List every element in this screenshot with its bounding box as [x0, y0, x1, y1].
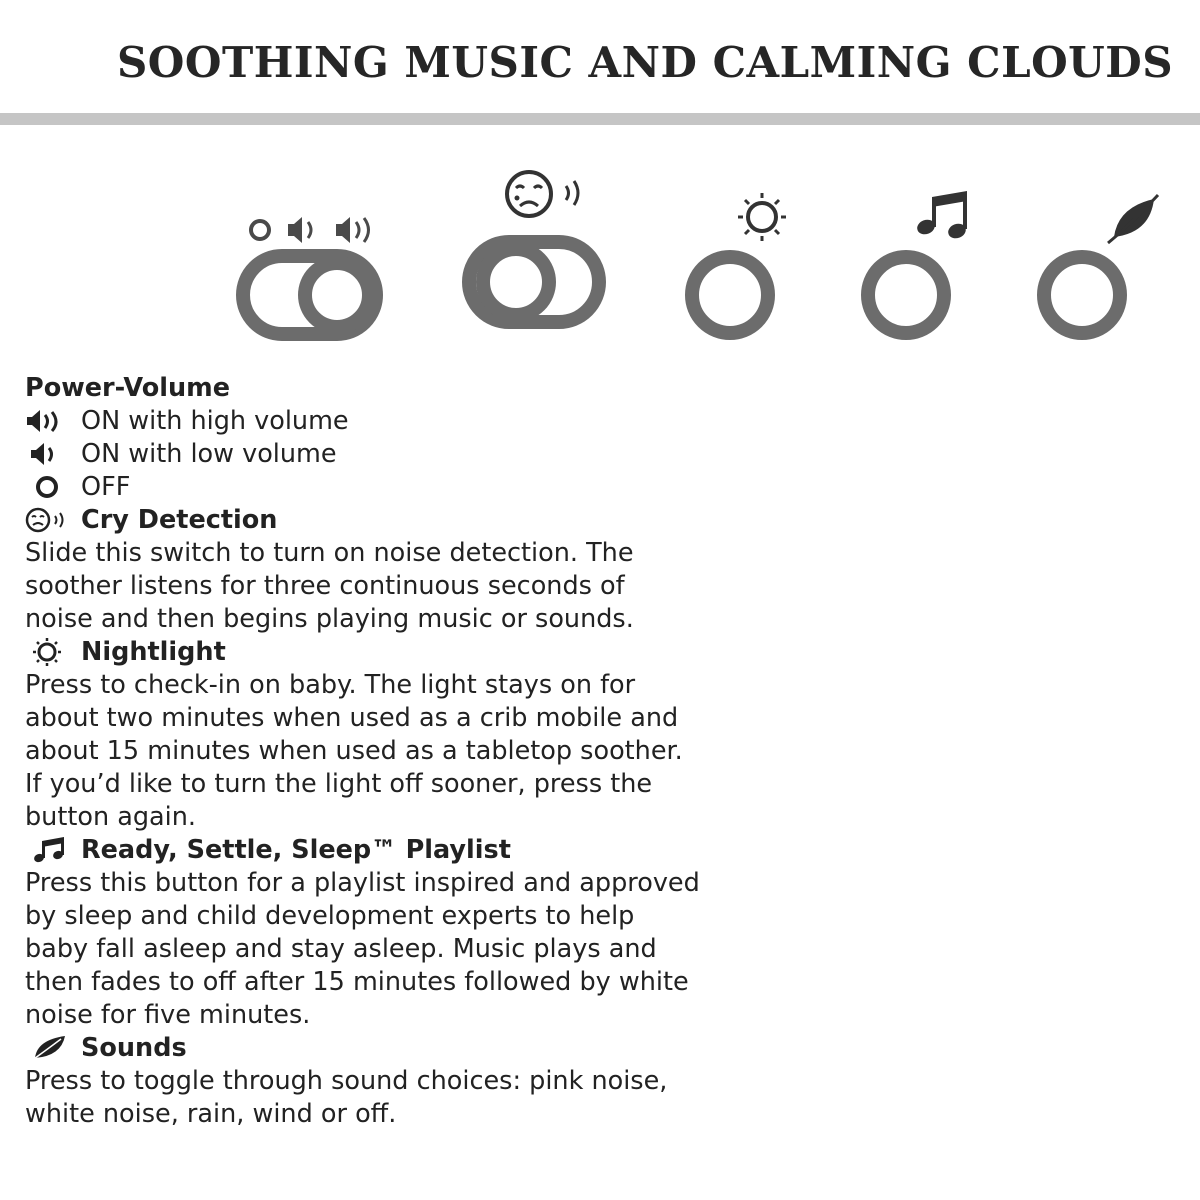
section-heading: Nightlight [81, 637, 226, 667]
low-volume-label: ON with low volume [81, 439, 337, 469]
leaf-icon [25, 1032, 81, 1065]
section-heading: Power-Volume [25, 373, 230, 403]
playlist-button[interactable] [860, 185, 980, 345]
control-diagram [0, 150, 1200, 350]
off-icon [25, 471, 81, 504]
sounds-button[interactable] [1036, 185, 1176, 345]
page-title: SOOTHING MUSIC AND CALMING CLOUDS [116, 38, 1174, 87]
low-volume-icon [25, 438, 81, 471]
nightlight-line: button again. [25, 802, 197, 832]
playlist-line: Press this button for a playlist inspired and approved [25, 868, 700, 898]
cry-detection-line: noise and then begins playing music or sounds. [25, 604, 634, 634]
playlist-heading-row [25, 834, 745, 867]
section-heading: Sounds [81, 1033, 187, 1063]
nightlight-line: about two minutes when used as a crib mobile and [25, 703, 679, 733]
nightlight-icon [738, 193, 786, 241]
power-volume-switch[interactable] [236, 210, 386, 345]
high-volume-icon [336, 217, 369, 243]
cry-detection-switch[interactable] [462, 168, 612, 348]
sounds-heading-row [25, 1032, 745, 1065]
nightlight-line: about 15 minutes when used as a tabletop soother. [25, 736, 683, 766]
low-volume-icon [288, 217, 311, 243]
crying-baby-icon [507, 172, 578, 216]
high-volume-row [25, 405, 745, 438]
sounds-line: Press to toggle through sound choices: pink noise, [25, 1066, 668, 1096]
playlist-line: then fades to off after 15 minutes followed by white [25, 967, 689, 997]
off-icon [251, 221, 269, 239]
header-divider [0, 113, 1200, 125]
high-volume-label: ON with high volume [81, 406, 349, 436]
playlist-line: baby fall asleep and stay asleep. Music plays and [25, 934, 657, 964]
sounds-line: white noise, rain, wind or off. [25, 1099, 397, 1129]
nightlight-line: If you’d like to turn the light off sooner, press the [25, 769, 653, 799]
section-heading: Cry Detection [81, 505, 278, 535]
instructions [25, 372, 745, 1131]
cry-detection-line: soother listens for three continuous seconds of [25, 571, 625, 601]
nightlight-line: Press to check-in on baby. The light stays on for [25, 670, 636, 700]
off-row [25, 471, 745, 504]
high-volume-icon [25, 405, 81, 438]
crying-baby-icon [25, 504, 81, 537]
nightlight-heading-row [25, 636, 745, 669]
nightlight-button[interactable] [684, 185, 784, 345]
playlist-line: noise for five minutes. [25, 1000, 311, 1030]
leaf-icon [1108, 195, 1158, 243]
nightlight-icon [25, 636, 81, 669]
cry-detection-heading-row [25, 504, 745, 537]
power-volume-heading-row [25, 372, 745, 405]
music-note-icon [25, 834, 81, 867]
music-note-icon [915, 191, 968, 241]
playlist-line: by sleep and child development experts to help [25, 901, 635, 931]
cry-detection-line: Slide this switch to turn on noise detection. The [25, 538, 634, 568]
off-label: OFF [81, 472, 131, 502]
section-heading: Ready, Settle, Sleep™ Playlist [81, 835, 511, 865]
low-volume-row [25, 438, 745, 471]
